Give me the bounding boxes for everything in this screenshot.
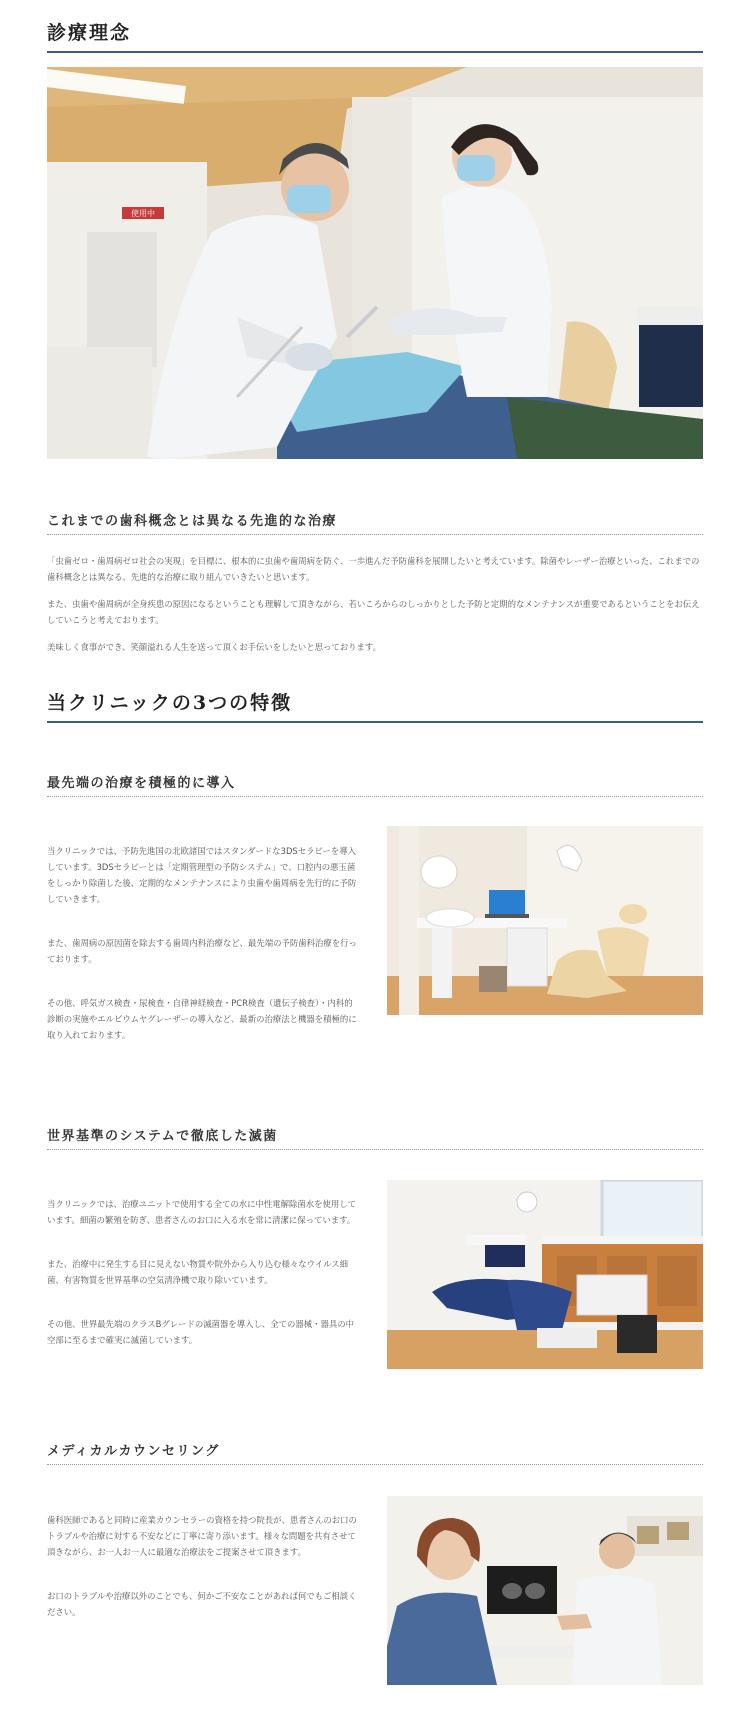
- feature-2-title: 世界基準のシステムで徹底した滅菌: [47, 1129, 703, 1150]
- feature-1-paragraph-1: 当クリニックでは、予防先進国の北欧諸国ではスタンダードな3DSセラピーを導入しています。3DSセラピーとは「定期管理型の予防システム」で、口腔内の悪玉菌をしっかり除菌した後、定期的なメンテナンスにより虫歯や歯周病を先行的に予防していきます。: [47, 846, 357, 904]
- feature-2-paragraph-1: 当クリニックでは、治療ユニットで使用する全ての水に中性電解除菌水を使用しています。細菌の繁殖を防ぎ、患者さんのお口に入る水を常に清潔に保っています。: [47, 1199, 357, 1225]
- feature-1-text: [47, 843, 357, 1043]
- philosophy-subsection: [47, 514, 703, 535]
- feature-1-paragraph-2: また、歯周病の原因菌を除去する歯周内科治療など、最先端の予防歯科治療を行っております。: [47, 938, 357, 964]
- feature-2-text: [47, 1196, 357, 1348]
- in-use-sign-text: 使用中: [131, 209, 155, 218]
- philosophy-section: [47, 22, 703, 53]
- feature-3-header: [47, 1444, 703, 1465]
- feature-3-paragraph-2: お口のトラブルや治療以外のことでも、何かご不安なことがあれば何でもご相談ください。: [47, 1591, 357, 1617]
- feature-3-paragraph-1: 歯科医師であると同時に産業カウンセラーの資格を持つ院長が、患者さんのお口のトラブルや治療に対する不安などに丁寧に寄り添います。様々な問題を共有させて頂きながら、お一人お一人に最適な治療法をご提案させて頂きます。: [47, 1515, 357, 1557]
- feature-3-photo-counseling: [387, 1496, 703, 1685]
- features-section: [47, 692, 703, 723]
- philosophy-heading: 診療理念: [47, 22, 703, 53]
- feature-2-paragraph-2: また、治療中に発生する目に見えない物質や院外から入り込む様々なウイルス細菌、有害物質を世界基準の空気清浄機で取り除いています。: [47, 1259, 348, 1285]
- feature-1-paragraph-3: その他、呼気ガス検査・尿検査・自律神経検査・PCR検査（遺伝子検査）・内科的診断の実施やエルビウムヤグレーザーの導入など、最新の治療法と機器を積極的に取り入れております。: [47, 998, 357, 1040]
- feature-3-title: メディカルカウンセリング: [47, 1444, 703, 1465]
- feature-2-header: [47, 1129, 703, 1150]
- feature-1-header: [47, 776, 703, 797]
- feature-2-paragraph-3: その他、世界最先端のクラスBグレードの滅菌器を導入し、全ての器械・器具の中空部に至るまで確実に滅菌しています。: [47, 1319, 354, 1345]
- feature-1-photo-treatment-room: [387, 826, 703, 1015]
- features-heading: 当クリニックの3つの特徴: [47, 692, 703, 723]
- philosophy-paragraph-1: 「虫歯ゼロ・歯周病ゼロ社会の実現」を目標に、根本的に虫歯や歯周病を防ぐ、一歩進んだ予防歯科を展開したいと考えています。除菌やレーザー治療といった、これまでの歯科概念とは異なる、先進的な治療に取り組んでいきたいと思います。: [47, 556, 700, 582]
- philosophy-paragraph-2: また、虫歯や歯周病が全身疾患の原因になるということも理解して頂きながら、若いころからのしっかりとした予防と定期的なメンテナンスが重要であるということをお伝えしていこうと考えております。: [47, 599, 700, 625]
- philosophy-paragraph-3: 美味しく食事ができ、笑顔溢れる人生を送って頂くお手伝いをしたいと思っております。: [47, 642, 381, 652]
- philosophy-subheading: これまでの歯科概念とは異なる先進的な治療: [47, 514, 703, 535]
- philosophy-body: [47, 553, 703, 655]
- feature-3-text: [47, 1512, 357, 1620]
- feature-2-photo-dental-unit: [387, 1180, 703, 1369]
- hero-photo-dental-treatment: [47, 67, 703, 459]
- feature-1-title: 最先端の治療を積極的に導入: [47, 776, 703, 797]
